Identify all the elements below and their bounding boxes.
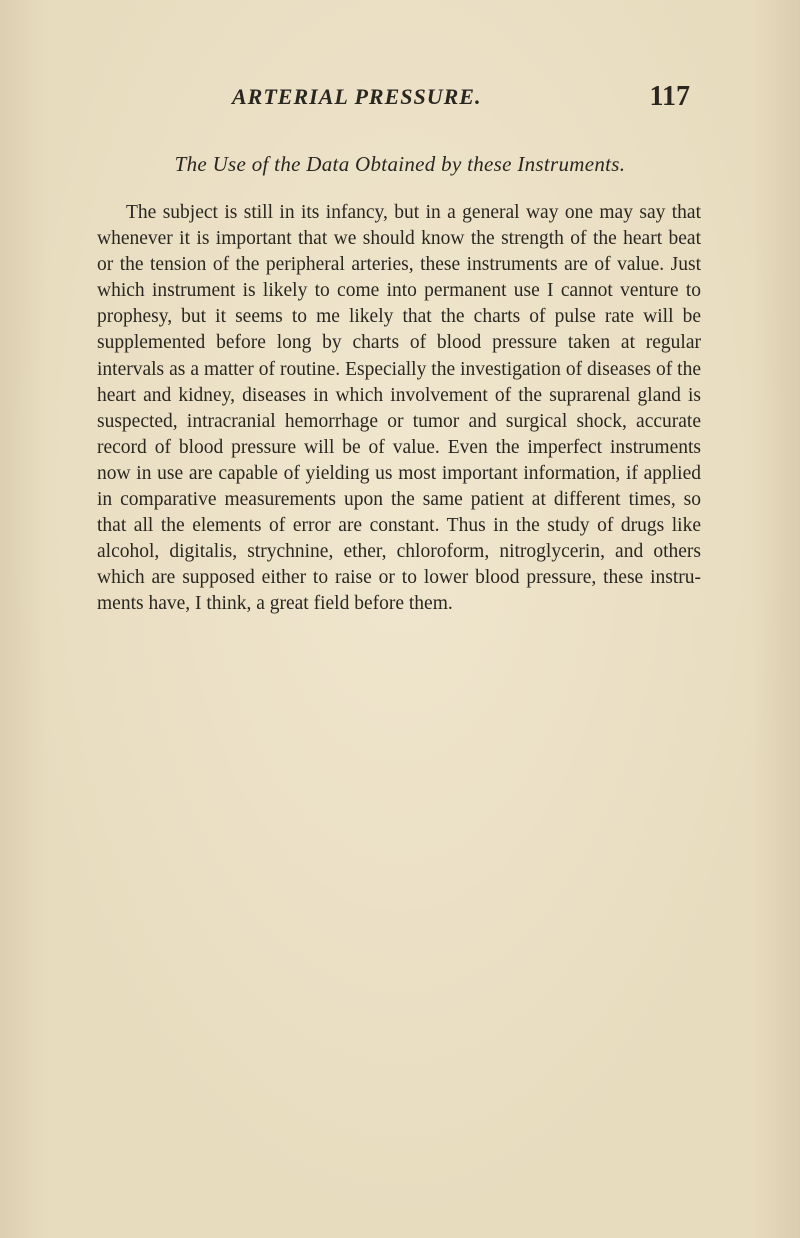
running-head bbox=[90, 81, 690, 118]
page-number: 117 bbox=[649, 81, 690, 112]
section-heading: The Use of the Data Obtained by these Instruments. bbox=[174, 152, 626, 176]
running-title: ARTERIAL PRESSURE. bbox=[232, 84, 482, 109]
body-paragraph: The subject is still in its infancy, but in a general way one may say that whenever it is important that we should know the strength of the heart beat or the tension of the peripheral arteries, these instruments are of value. Just which instrument is likely to come into permanent use I cannot venture to prophesy, but it seems to me likely that the charts of pulse rate will be supplemented before long by charts of blood pressure taken at regular intervals as a matter of routine. Especially the investigation of diseases of the heart and kidney, diseases in which involvement of the suprarenal gland is suspected, intracranial hemorrhage or tumor and surgical shock, accurate record of blood pressure will be of value. Even the imperfect instruments now in use are capable of yielding us most important information, if applied in comparative measurements upon the same patient at different times, so that all the elements of error are constant. Thus in the study of drugs like alcohol, digitalis, strychnine, ether, chloroform, nitroglycerin, and others which are supposed either to raise or to lower blood pressure, these instruments have, I think, a great field before them. bbox=[97, 202, 701, 615]
